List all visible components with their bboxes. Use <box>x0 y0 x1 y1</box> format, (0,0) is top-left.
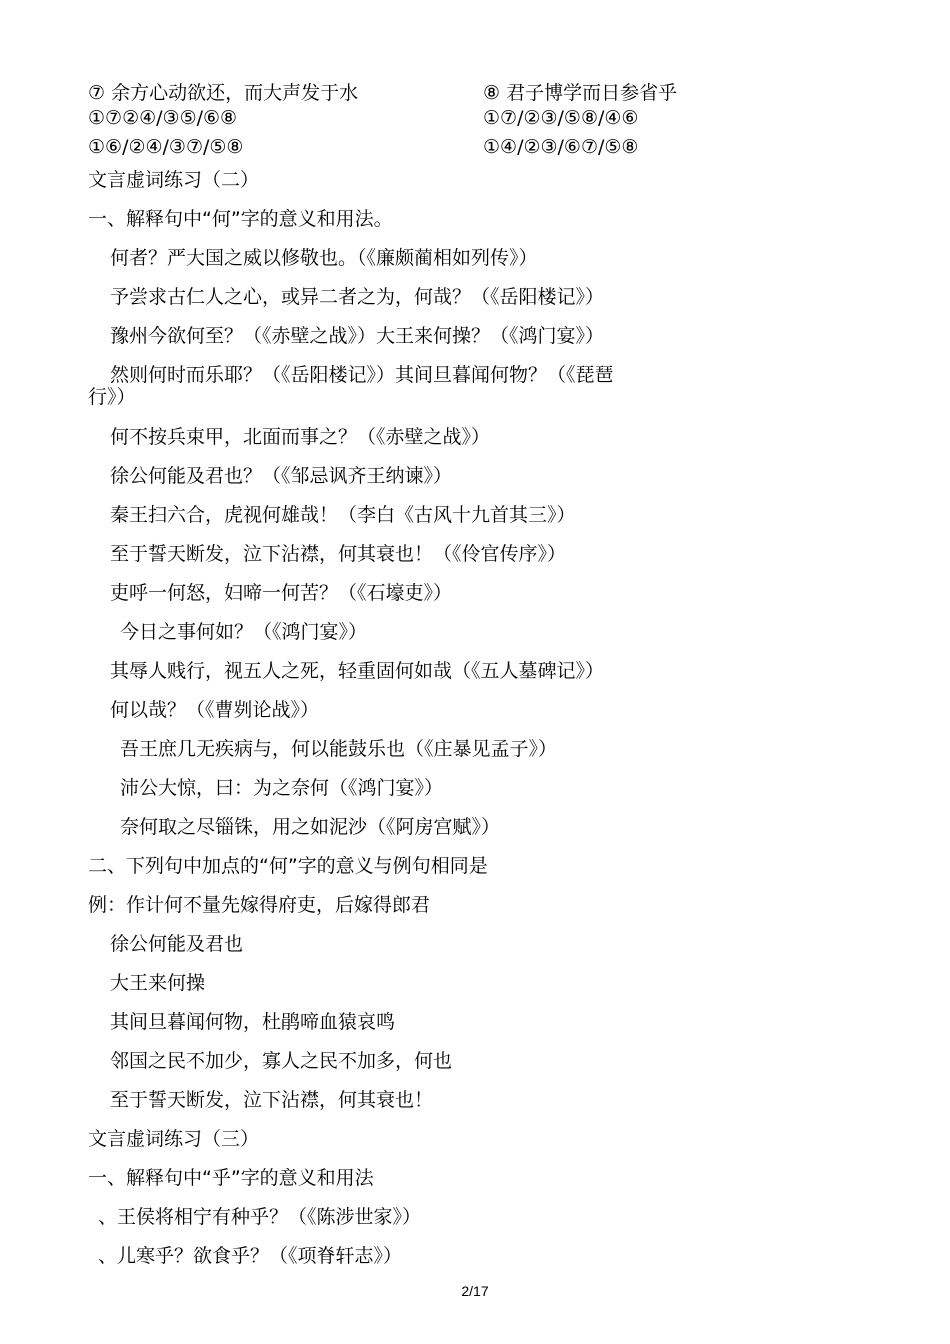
sentence-item: 徐公何能及君也？（《邹忌讽齐王纳谏》） <box>110 465 453 487</box>
sentence-item: 秦王扫六合，虎视何雄哉！（李白《古风十九首其三》） <box>110 504 576 526</box>
option-sentence: 其间旦暮闻何物，杜鹃啼血猿哀鸣 <box>110 1011 396 1033</box>
sentence-line: 然则何时而乐耶？（《岳阳楼记》）其间旦暮闻何物？（《琵琶 <box>110 364 614 386</box>
option-sentence: 大王来何操 <box>110 972 206 994</box>
sentence-item: 、儿寒乎？欲食乎？（《项脊轩志》） <box>98 1245 403 1267</box>
option-right: ①④/②③/⑥⑦/⑤⑧ <box>483 136 639 158</box>
sentence-item: 何不按兵束甲，北面而事之？（《赤壁之战》） <box>110 426 491 448</box>
option-sentence: 至于誓天断发，泣下沾襟，何其衰也！ <box>110 1089 434 1111</box>
sentence-item: 何以哉？（《曹刿论战》） <box>110 699 320 721</box>
example-sentence: 例：作计何不量先嫁得府吏，后嫁得郎君 <box>88 894 431 916</box>
sentence-item: 吏呼一何怒，妇啼一何苦？（《石壕吏》） <box>110 582 453 604</box>
question-heading: 一、解释句中“何”字的意义和用法。 <box>88 208 393 230</box>
sentence-line-continued: 行》） <box>88 386 136 408</box>
option-right: ①⑦/②③/⑤⑧/④⑥ <box>483 107 639 129</box>
sentence-item: 奈何取之尽锱铢，用之如泥沙（《阿房宫赋》） <box>120 816 501 838</box>
section-title: 文言虚词练习（三） <box>88 1128 260 1150</box>
option-right: ⑧ 君子博学而日参省乎 <box>483 82 678 104</box>
page-number: 2/17 <box>461 1283 489 1299</box>
section-title: 文言虚词练习（二） <box>88 169 260 191</box>
sentence-item: 至于誓天断发，泣下沾襟，何其衰也！（《伶官传序》） <box>110 543 567 565</box>
sentence-item: 沛公大惊，曰：为之奈何（《鸿门宴》） <box>120 777 444 799</box>
sentence-item-wrapped <box>88 364 688 408</box>
sentence-item: 今日之事何如？（《鸿门宴》） <box>120 621 368 643</box>
sentence-item: 豫州今欲何至？（《赤壁之战》）大王来何操？（《鸿门宴》） <box>110 325 605 347</box>
option-sentence: 邻国之民不加少，寡人之民不加多，何也 <box>110 1050 453 1072</box>
question-heading: 一、解释句中“乎”字的意义和用法 <box>88 1167 374 1189</box>
sentence-item: 何者？严大国之威以修敬也。（《廉颇蔺相如列传》） <box>110 247 538 269</box>
option-left: ⑦ 余方心动欲还，而大声发于水 <box>88 82 359 104</box>
option-sentence: 徐公何能及君也 <box>110 933 244 955</box>
question-heading: 二、下列句中加点的“何”字的意义与例句相同是 <box>88 855 488 877</box>
sentence-item: 其辱人贱行，视五人之死，轻重固何如哉（《五人墓碑记》） <box>110 660 605 682</box>
sentence-item: 吾王庶几无疾病与，何以能鼓乐也（《庄暴见孟子》） <box>120 738 558 760</box>
option-left: ①⑦②④/③⑤/⑥⑧ <box>88 107 238 129</box>
option-left: ①⑥/②④/③⑦/⑤⑧ <box>88 136 244 158</box>
sentence-item: 、王侯将相宁有种乎？（《陈涉世家》） <box>98 1206 422 1228</box>
sentence-item: 予尝求古仁人之心，或异二者之为，何哉？（《岳阳楼记》） <box>110 286 605 308</box>
